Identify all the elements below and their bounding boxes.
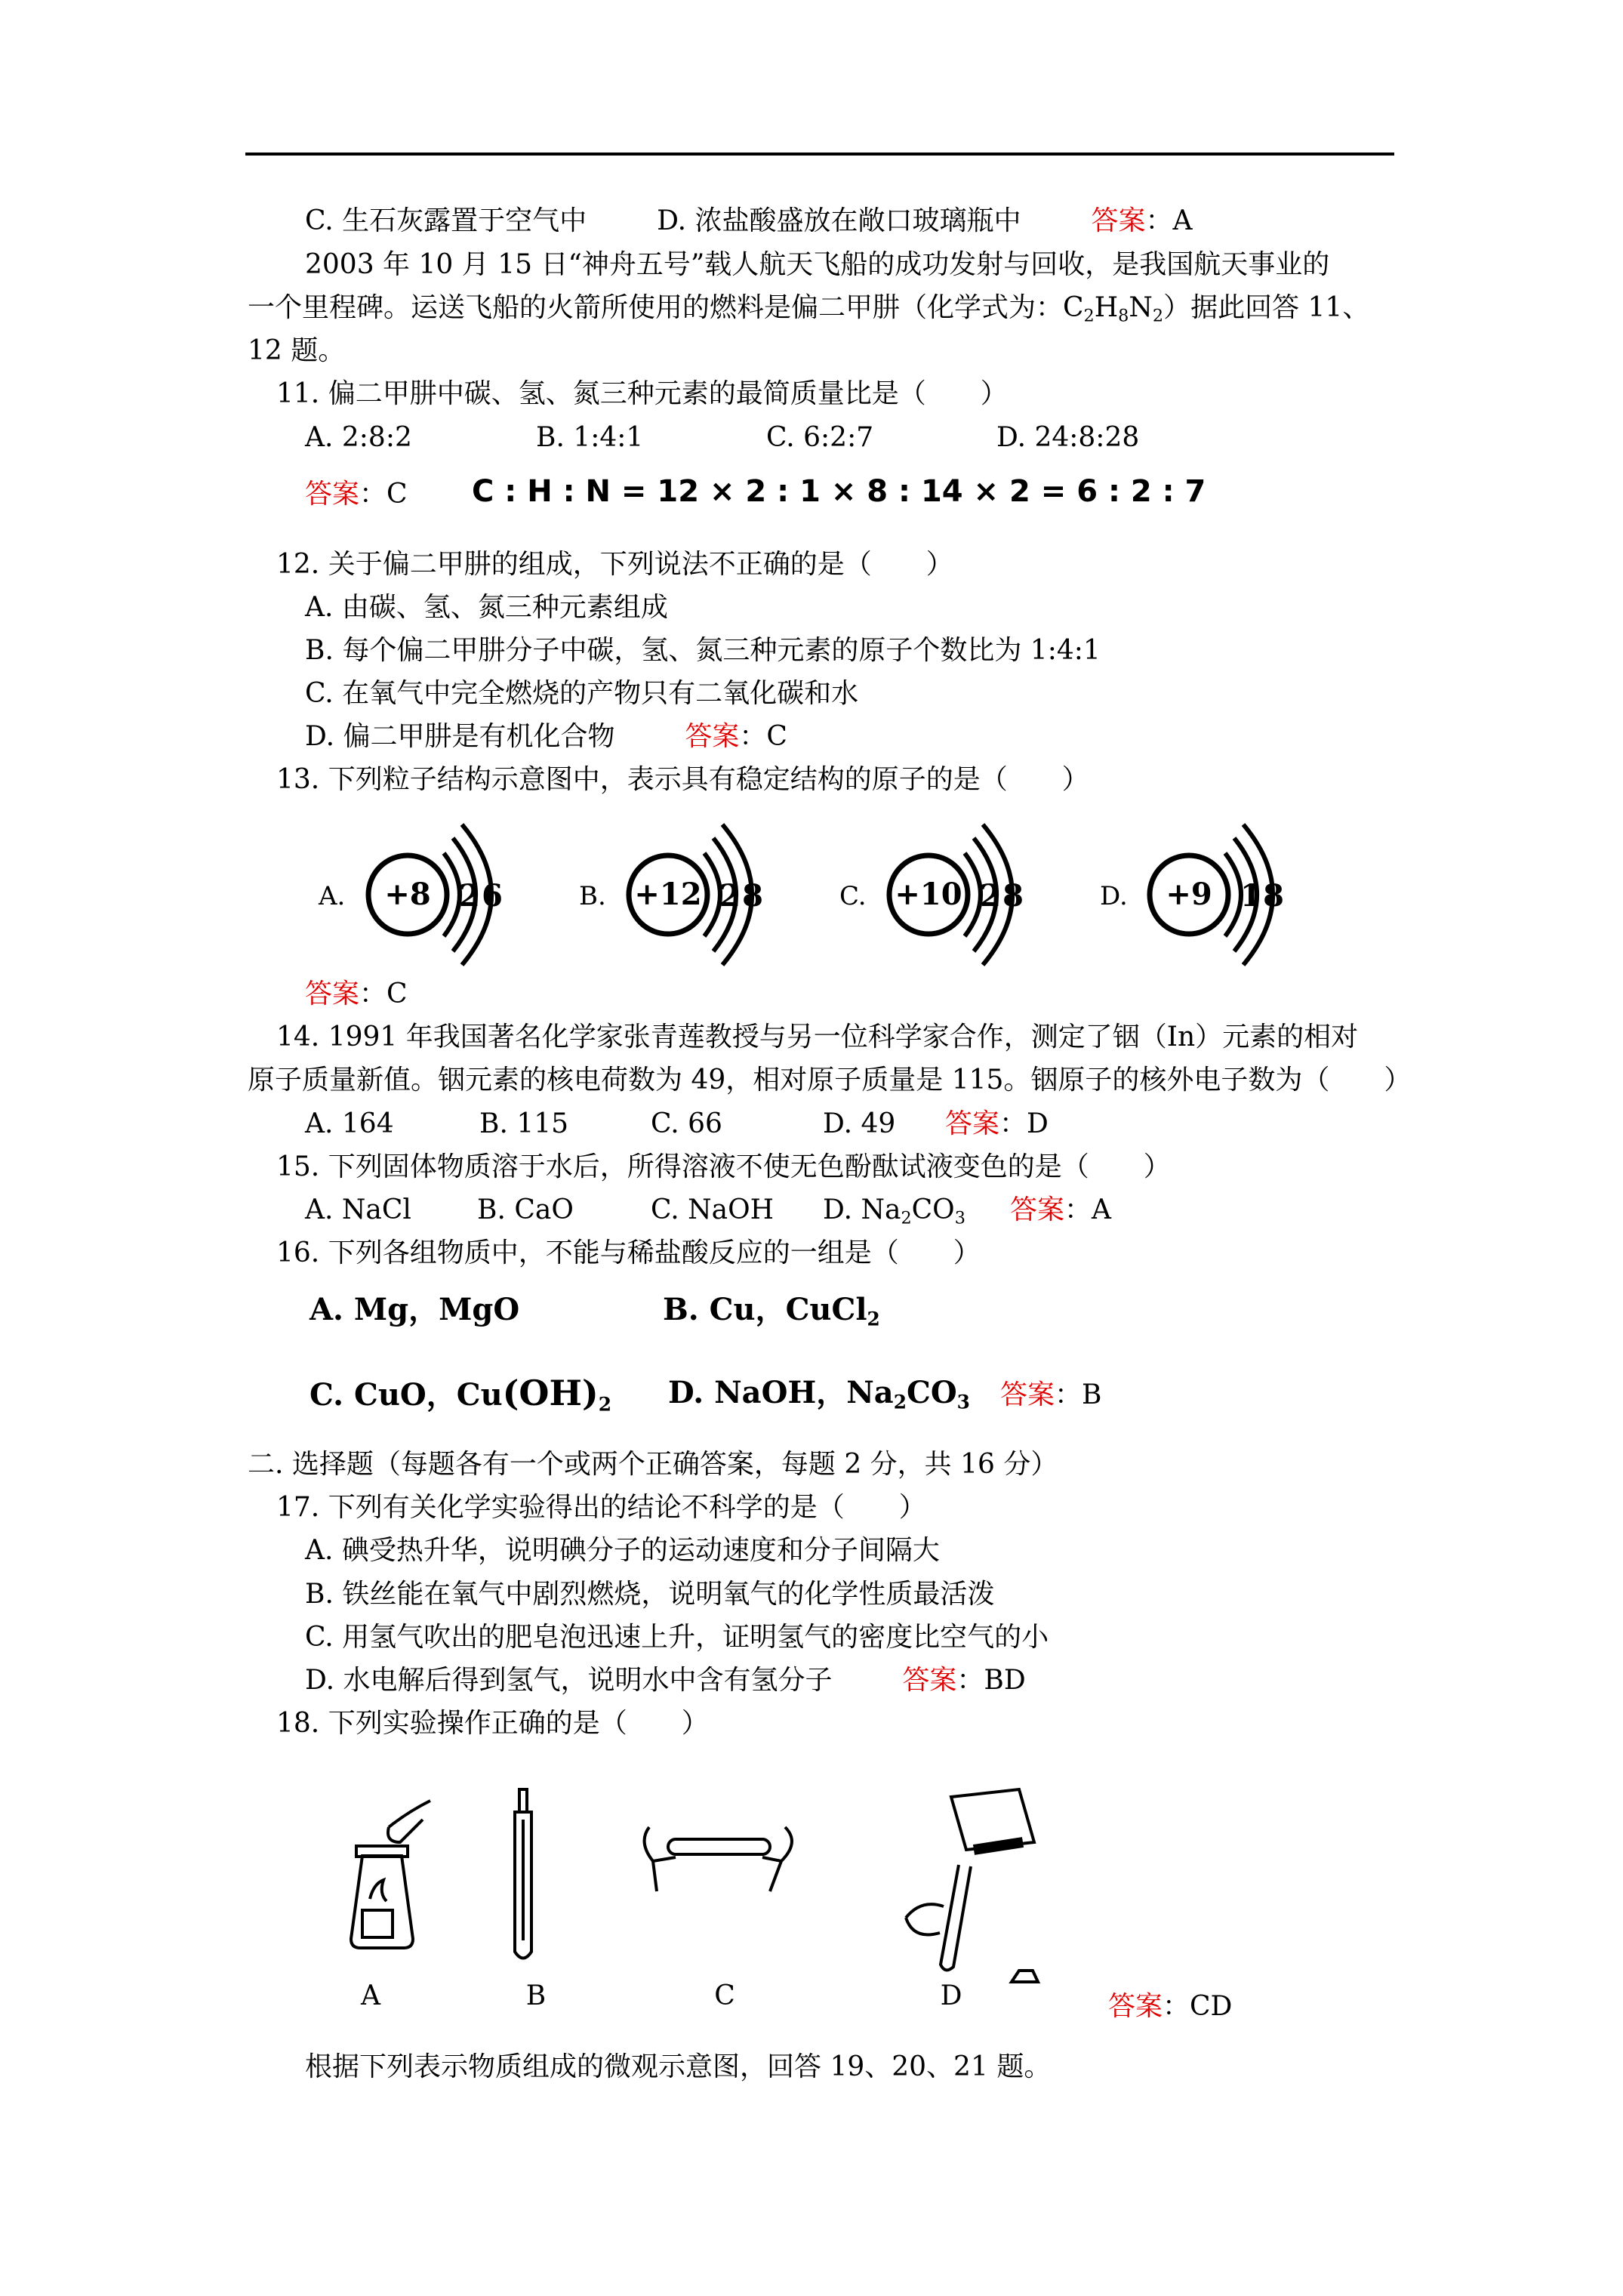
q11-option-d: D. 24:8:28 (996, 422, 1140, 453)
atom-c-label: C. (839, 881, 867, 911)
q11-answer-label: 答案 (305, 479, 360, 510)
q14-answer (945, 1107, 1049, 1142)
q14-option-b: B. 115 (479, 1108, 569, 1139)
atom-c-nucleus: +10 (895, 877, 962, 912)
q14-option-a: A. 164 (305, 1108, 394, 1139)
q14-line-1: 14. 1991 年我国著名化学家张青莲教授与另一位科学家合作，测定了铟（In）元素的相对 (276, 1022, 1359, 1052)
atom-b-shell-1: 2 (719, 878, 741, 914)
q13-stem: 13. 下列粒子结构示意图中，表示具有稳定结构的原子的是（ ） (276, 764, 1089, 795)
q11-option-b: B. 1:4:1 (536, 422, 644, 453)
q11-answer-value: ：C (359, 479, 408, 510)
q17-stem: 17. 下列有关化学实验得出的结论不科学的是（ ） (276, 1492, 926, 1523)
q12-stem: 12. 关于偏二甲肼的组成，下列说法不正确的是（ ） (276, 549, 953, 580)
q15-answer-value: ：A (1064, 1194, 1112, 1225)
q16-option-a: A. Mg，MgO (310, 1292, 520, 1327)
q15-answer (1010, 1193, 1111, 1228)
q17-answer-label: 答案 (902, 1665, 957, 1696)
atom-d-label: D. (1100, 881, 1128, 911)
q17-option-d: D. 水电解后得到氢气，说明水中含有氢分子 (305, 1665, 833, 1696)
atom-a-label: A. (319, 881, 346, 911)
lab-operation-illustrations (317, 1767, 1102, 2016)
q17-option-b: B. 铁丝能在氧气中剧烈燃烧，说明氧气的化学性质最活泼 (305, 1579, 995, 1610)
atom-a-shell-1: 2 (459, 878, 480, 914)
q14-option-d: D. 49 (823, 1108, 896, 1139)
q11-stem: 11. 偏二甲肼中碳、氢、氮三种元素的最简质量比是（ ） (276, 378, 1008, 409)
q10-answer-label: 答案 (1091, 205, 1146, 236)
q12-answer-label: 答案 (685, 721, 740, 752)
atom-d-shell-1: 1 (1240, 878, 1261, 914)
q13-answer (305, 977, 408, 1012)
atom-diagram-c (839, 824, 1024, 965)
q13-answer-value: ：C (359, 978, 408, 1009)
q15-stem: 15. 下列固体物质溶于水后，所得溶液不使无色酚酞试液变色的是（ ） (276, 1151, 1171, 1182)
q14-option-c: C. 66 (651, 1108, 722, 1139)
q10-option-c: C. 生石灰露置于空气中 (305, 205, 587, 236)
atom-b-shell-2: 8 (742, 878, 763, 914)
lab-figure-c-label: C (714, 1980, 735, 2011)
q12-option-b: B. 每个偏二甲肼分子中碳，氢、氮三种元素的原子个数比为 1:4:1 (305, 635, 1101, 666)
q11-answer (305, 477, 408, 512)
q12-option-a: A. 由碳、氢、氮三种元素组成 (305, 592, 668, 623)
q16-option-b: B. Cu，CuCl$_2$ (663, 1292, 880, 1330)
header-rule (245, 153, 1394, 156)
lab-figure-a-label: A (361, 1980, 380, 2011)
q14-answer-label: 答案 (945, 1108, 1000, 1139)
q12-option-d-line (305, 720, 787, 754)
q14-answer-value: ：D (999, 1108, 1049, 1139)
intro-line-1: 2003 年 10 月 15 日“神舟五号”载人航天飞船的成功发射与回收，是我国航天事业的 (305, 249, 1330, 280)
q16-answer-value: ：B (1055, 1379, 1102, 1410)
intro-line-3: 12 题。 (248, 335, 346, 366)
atom-c-shell-2: 8 (1002, 878, 1024, 914)
lab-figure-b-label: B (525, 1980, 547, 2011)
q18-answer-value: ：CD (1163, 1991, 1233, 2022)
q10-option-d: D. 浓盐酸盛放在敞口玻璃瓶中 (657, 205, 1021, 236)
q18-answer-label: 答案 (1108, 1991, 1163, 2022)
q16-stem: 16. 下列各组物质中，不能与稀盐酸反应的一组是（ ） (276, 1237, 981, 1268)
atom-d-shell-2: 8 (1263, 878, 1284, 914)
q11-option-a: A. 2:8:2 (305, 422, 412, 453)
intro-line-2: 一个里程碑。运送飞船的火箭所使用的燃料是偏二甲肼（化学式为：$C_2H_8N_2$）据此回答 11、 (248, 292, 1370, 326)
closing-instruction: 根据下列表示物质组成的微观示意图，回答 19、20、21 题。 (305, 2051, 1052, 2082)
lab-figure-d-label: D (940, 1980, 962, 2011)
q18-stem: 18. 下列实验操作正确的是（ ） (276, 1708, 709, 1739)
q16-option-d: D. NaOH，$Na_2CO_3$ (668, 1375, 970, 1413)
lab-figure-a (351, 1801, 430, 2011)
atom-diagram-b (579, 824, 763, 965)
lab-figure-d (906, 1789, 1038, 2011)
atom-diagram-a (318, 824, 503, 965)
q11-option-c: C. 6:2:7 (766, 422, 874, 453)
q12-answer-value: ：C (739, 721, 787, 752)
lab-figure-c (645, 1827, 792, 2011)
atom-a-nucleus: +8 (384, 877, 431, 912)
section-2-heading: 二. 选择题（每题各有一个或两个正确答案，每题 2 分，共 16 分） (248, 1449, 1058, 1480)
q10-line (305, 204, 1192, 239)
atom-a-shell-2: 6 (482, 878, 503, 914)
q17-answer-value: ：BD (956, 1665, 1026, 1696)
atom-structure-diagrams (302, 815, 1344, 966)
q17-option-d-line (305, 1663, 1026, 1698)
q15-option-b: B. CaO (477, 1194, 574, 1225)
atom-b-nucleus: +12 (634, 877, 702, 912)
q14-line-2: 原子质量新值。铟元素的核电荷数为 49，相对原子质量是 115。铟原子的核外电子数为（ ） (248, 1065, 1412, 1096)
q16-option-c: C. CuO，$Cu(OH)_2$ (310, 1373, 611, 1416)
q10-answer-value: ：A (1145, 205, 1193, 236)
q17-option-c: C. 用氢气吹出的肥皂泡迅速上升，证明氢气的密度比空气的小 (305, 1622, 1049, 1653)
q15-option-a: A. NaCl (305, 1194, 411, 1225)
lab-figure-b (515, 1789, 546, 2011)
q15-option-d: D. $Na_2CO_3$ (823, 1194, 965, 1228)
q16-answer-label: 答案 (1000, 1379, 1055, 1410)
atom-diagram-d (1100, 824, 1284, 965)
q18-answer (1108, 1989, 1232, 2024)
q12-option-d: D. 偏二甲肼是有机化合物 (305, 721, 615, 752)
atom-b-label: B. (579, 881, 606, 911)
q13-answer-label: 答案 (305, 978, 360, 1009)
q17-option-a: A. 碘受热升华，说明碘分子的运动速度和分子间隔大 (305, 1535, 940, 1566)
q11-mass-ratio-equation: C : H : N = 12 × 2 : 1 × 8 : 14 × 2 = 6 : 2 : 7 (472, 474, 1206, 509)
atom-c-shell-1: 2 (980, 878, 1001, 914)
q15-answer-label: 答案 (1010, 1194, 1065, 1225)
q12-option-c: C. 在氧气中完全燃烧的产物只有二氧化碳和水 (305, 678, 859, 709)
q16-answer (1000, 1378, 1101, 1413)
atom-d-nucleus: +9 (1166, 877, 1212, 912)
q15-option-c: C. NaOH (651, 1194, 775, 1225)
